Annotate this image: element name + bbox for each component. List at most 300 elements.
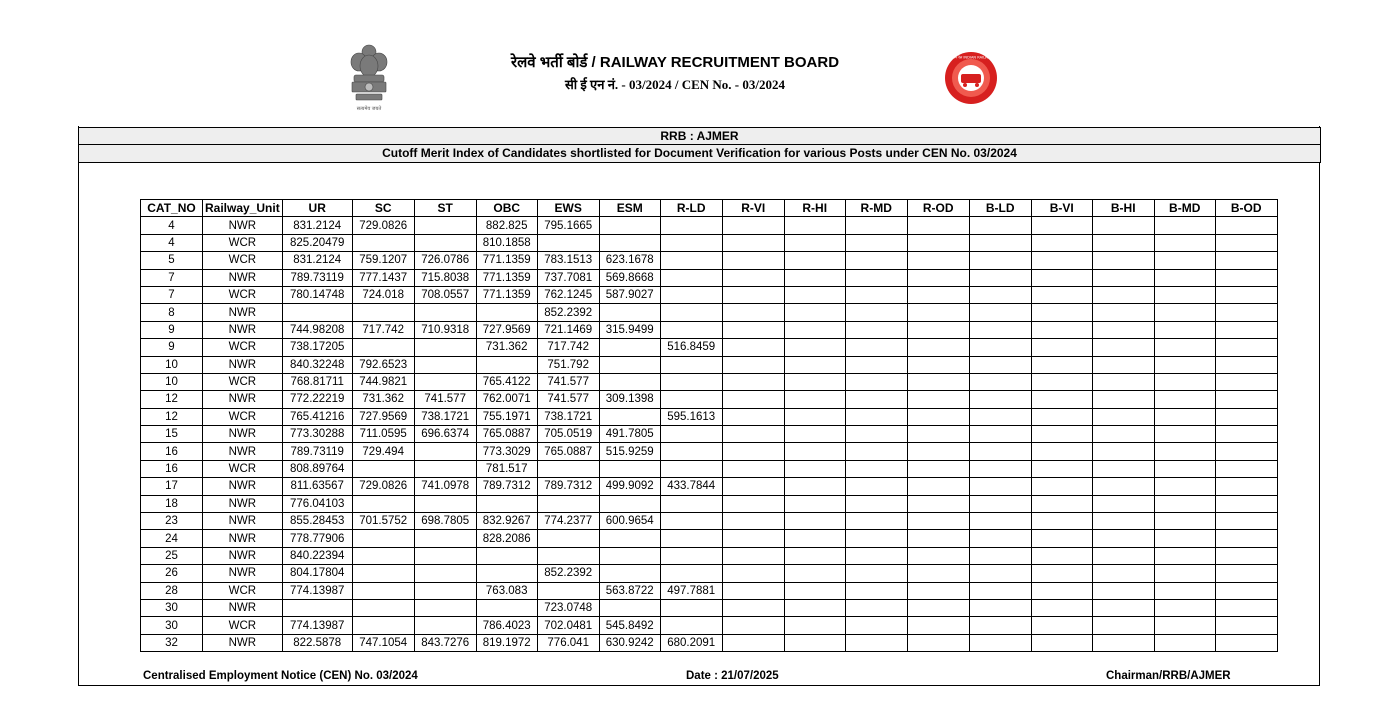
table-cell: 738.1721	[414, 408, 476, 425]
table-cell: 741.0978	[414, 478, 476, 495]
table-cell: 600.9654	[599, 513, 660, 530]
table-row	[141, 495, 1278, 512]
table-cell	[1154, 460, 1215, 477]
table-cell	[660, 530, 722, 547]
table-cell	[907, 617, 969, 634]
table-cell	[660, 321, 722, 338]
header-title-block	[470, 53, 880, 95]
column-header-b-vi: B-VI	[1031, 200, 1092, 217]
table-cell	[1154, 478, 1215, 495]
column-header-r-od: R-OD	[907, 200, 969, 217]
logo-text: भारतीय रेल INDIAN RAILWAYS	[947, 55, 995, 60]
table-cell: 772.22219	[282, 391, 352, 408]
table-cell	[845, 495, 907, 512]
table-cell	[722, 304, 784, 321]
table-cell: 781.517	[476, 460, 537, 477]
table-cell	[599, 495, 660, 512]
footer-date: Date : 21/07/2025	[686, 670, 779, 682]
table-cell: 723.0748	[537, 599, 599, 616]
table-cell: 16	[141, 460, 203, 477]
table-cell: 737.7081	[537, 269, 599, 286]
table-cell: 774.13987	[282, 617, 352, 634]
table-cell	[907, 495, 969, 512]
table-cell: WCR	[203, 408, 283, 425]
table-cell	[845, 373, 907, 390]
table-cell	[969, 234, 1031, 251]
table-row	[141, 617, 1278, 634]
table-cell: NWR	[203, 565, 283, 582]
board-title: रेलवे भर्ती बोर्ड / RAILWAY RECRUITMENT BOARD	[510, 54, 840, 71]
table-row	[141, 373, 1278, 390]
table-cell	[722, 217, 784, 234]
table-cell	[414, 339, 476, 356]
table-row	[141, 217, 1278, 234]
table-cell: 852.2392	[537, 565, 599, 582]
table-cell	[660, 426, 722, 443]
table-cell: 771.1359	[476, 286, 537, 303]
table-cell	[722, 443, 784, 460]
table-cell	[784, 495, 845, 512]
table-cell	[969, 443, 1031, 460]
table-cell	[1031, 426, 1092, 443]
table-cell	[1092, 304, 1154, 321]
table-cell	[352, 617, 414, 634]
table-cell	[1031, 443, 1092, 460]
table-cell: 9	[141, 339, 203, 356]
table-cell	[1154, 530, 1215, 547]
table-cell	[1092, 391, 1154, 408]
table-cell: 705.0519	[537, 426, 599, 443]
table-cell: 773.30288	[282, 426, 352, 443]
table-cell	[907, 460, 969, 477]
table-cell: 765.41216	[282, 408, 352, 425]
table-cell: 8	[141, 304, 203, 321]
table-cell	[907, 391, 969, 408]
table-cell	[722, 460, 784, 477]
table-cell: 776.041	[537, 634, 599, 651]
table-cell	[1031, 217, 1092, 234]
table-row	[141, 582, 1278, 599]
table-cell	[414, 443, 476, 460]
table-cell: 711.0595	[352, 426, 414, 443]
table-cell	[784, 391, 845, 408]
table-cell	[1215, 252, 1277, 269]
table-cell: 840.22394	[282, 547, 352, 564]
table-cell	[1031, 530, 1092, 547]
table-row	[141, 339, 1278, 356]
table-cell	[969, 304, 1031, 321]
table-cell	[969, 547, 1031, 564]
table-cell	[352, 565, 414, 582]
table-row	[141, 356, 1278, 373]
table-cell: 15	[141, 426, 203, 443]
table-cell	[1092, 547, 1154, 564]
table-cell	[599, 547, 660, 564]
table-cell	[907, 356, 969, 373]
table-cell: WCR	[203, 234, 283, 251]
table-cell	[660, 495, 722, 512]
table-cell	[537, 495, 599, 512]
table-cell	[1154, 599, 1215, 616]
table-cell	[722, 356, 784, 373]
table-cell	[907, 426, 969, 443]
table-cell: 831.2124	[282, 217, 352, 234]
table-cell	[352, 304, 414, 321]
table-cell: 729.0826	[352, 217, 414, 234]
table-cell: 497.7881	[660, 582, 722, 599]
table-cell	[969, 634, 1031, 651]
table-cell	[1031, 599, 1092, 616]
table-cell: 32	[141, 634, 203, 651]
column-header-r-vi: R-VI	[722, 200, 784, 217]
table-cell	[1215, 478, 1277, 495]
table-cell	[784, 547, 845, 564]
table-cell	[1031, 269, 1092, 286]
table-cell	[907, 217, 969, 234]
table-cell	[1154, 547, 1215, 564]
table-cell: NWR	[203, 391, 283, 408]
emblem-caption: सत्यमेव जयते	[356, 106, 382, 112]
table-cell: 545.8492	[599, 617, 660, 634]
table-cell	[722, 582, 784, 599]
table-cell	[352, 234, 414, 251]
table-cell	[1215, 408, 1277, 425]
table-cell	[414, 304, 476, 321]
table-cell	[352, 339, 414, 356]
table-cell: 25	[141, 547, 203, 564]
table-cell: 17	[141, 478, 203, 495]
table-cell	[969, 478, 1031, 495]
table-cell: 717.742	[352, 321, 414, 338]
table-cell	[784, 234, 845, 251]
table-cell	[414, 373, 476, 390]
table-cell: 789.7312	[537, 478, 599, 495]
table-cell	[845, 617, 907, 634]
table-cell	[722, 599, 784, 616]
table-cell	[1031, 304, 1092, 321]
table-cell: 680.2091	[660, 634, 722, 651]
table-cell	[845, 599, 907, 616]
table-cell	[907, 478, 969, 495]
table-cell: 23	[141, 513, 203, 530]
table-cell: 795.1665	[537, 217, 599, 234]
table-cell	[660, 269, 722, 286]
table-cell	[722, 426, 784, 443]
table-cell	[1215, 391, 1277, 408]
table-cell	[907, 252, 969, 269]
table-row	[141, 460, 1278, 477]
column-header-obc: OBC	[476, 200, 537, 217]
table-cell	[1215, 513, 1277, 530]
indian-railways-logo-icon	[941, 50, 1001, 106]
table-cell	[1092, 617, 1154, 634]
table-cell: 18	[141, 495, 203, 512]
table-cell	[907, 565, 969, 582]
table-cell: 710.9318	[414, 321, 476, 338]
table-cell: NWR	[203, 599, 283, 616]
table-cell: 778.77906	[282, 530, 352, 547]
table-cell	[969, 565, 1031, 582]
table-cell	[414, 217, 476, 234]
table-cell: 12	[141, 408, 203, 425]
table-cell: 783.1513	[537, 252, 599, 269]
table-cell	[1154, 286, 1215, 303]
table-cell: 741.577	[414, 391, 476, 408]
table-cell: 16	[141, 443, 203, 460]
table-cell	[599, 356, 660, 373]
table-cell: WCR	[203, 339, 283, 356]
table-cell	[1031, 286, 1092, 303]
table-cell: 5	[141, 252, 203, 269]
table-cell	[722, 634, 784, 651]
table-cell	[722, 565, 784, 582]
table-cell	[660, 252, 722, 269]
table-cell	[537, 234, 599, 251]
table-cell	[907, 530, 969, 547]
table-cell: 808.89764	[282, 460, 352, 477]
table-cell	[722, 373, 784, 390]
table-body	[141, 217, 1278, 652]
table-cell	[722, 513, 784, 530]
table-cell	[722, 530, 784, 547]
table-cell	[414, 547, 476, 564]
table-cell: 715.8038	[414, 269, 476, 286]
table-cell: 744.98208	[282, 321, 352, 338]
table-cell	[845, 478, 907, 495]
table-cell	[537, 547, 599, 564]
table-cell	[414, 565, 476, 582]
column-header-r-hi: R-HI	[784, 200, 845, 217]
table-cell: 26	[141, 565, 203, 582]
table-cell	[414, 495, 476, 512]
table-cell: 780.14748	[282, 286, 352, 303]
table-cell	[907, 513, 969, 530]
table-cell: 9	[141, 321, 203, 338]
column-header-b-ld: B-LD	[969, 200, 1031, 217]
table-cell: 10	[141, 356, 203, 373]
table-cell	[537, 460, 599, 477]
table-cell	[660, 617, 722, 634]
table-cell	[907, 321, 969, 338]
table-cell	[845, 426, 907, 443]
table-cell	[660, 443, 722, 460]
table-cell	[969, 599, 1031, 616]
table-cell: 831.2124	[282, 252, 352, 269]
table-cell	[784, 443, 845, 460]
table-cell: 4	[141, 217, 203, 234]
table-cell	[1031, 339, 1092, 356]
table-cell	[1092, 443, 1154, 460]
table-cell	[1092, 286, 1154, 303]
table-cell	[1215, 617, 1277, 634]
table-cell	[845, 460, 907, 477]
table-cell: 499.9092	[599, 478, 660, 495]
table-row	[141, 565, 1278, 582]
table-cell	[1154, 634, 1215, 651]
table-cell: WCR	[203, 582, 283, 599]
table-cell: 569.8668	[599, 269, 660, 286]
table-cell: 763.083	[476, 582, 537, 599]
table-cell: 696.6374	[414, 426, 476, 443]
table-cell	[1031, 321, 1092, 338]
table-cell	[845, 339, 907, 356]
table-cell: 726.0786	[414, 252, 476, 269]
table-row	[141, 530, 1278, 547]
table-cell: 738.1721	[537, 408, 599, 425]
table-cell	[784, 426, 845, 443]
table-cell	[414, 599, 476, 616]
table-cell	[907, 443, 969, 460]
column-header-esm: ESM	[599, 200, 660, 217]
table-cell	[414, 530, 476, 547]
table-row	[141, 443, 1278, 460]
table-cell: 744.9821	[352, 373, 414, 390]
table-cell: NWR	[203, 443, 283, 460]
table-cell: NWR	[203, 478, 283, 495]
table-cell	[1215, 304, 1277, 321]
table-cell	[845, 582, 907, 599]
table-cell: NWR	[203, 356, 283, 373]
table-cell: 840.32248	[282, 356, 352, 373]
table-cell	[784, 269, 845, 286]
table-cell	[1031, 513, 1092, 530]
column-header-st: ST	[414, 200, 476, 217]
table-row	[141, 634, 1278, 651]
table-cell	[660, 373, 722, 390]
table-cell	[784, 565, 845, 582]
table-cell: 804.17804	[282, 565, 352, 582]
table-cell	[1215, 530, 1277, 547]
table-cell	[907, 339, 969, 356]
table-cell	[1215, 269, 1277, 286]
table-cell	[722, 339, 784, 356]
table-cell	[969, 408, 1031, 425]
table-cell	[845, 530, 907, 547]
table-cell	[845, 217, 907, 234]
table-cell	[784, 460, 845, 477]
table-cell: 762.1245	[537, 286, 599, 303]
table-cell	[599, 217, 660, 234]
table-cell: 751.792	[537, 356, 599, 373]
table-cell	[1031, 373, 1092, 390]
table-row	[141, 547, 1278, 564]
table-cell	[1031, 634, 1092, 651]
table-cell	[1092, 426, 1154, 443]
table-cell: NWR	[203, 321, 283, 338]
table-cell: 741.577	[537, 391, 599, 408]
table-cell: 595.1613	[660, 408, 722, 425]
table-cell	[722, 234, 784, 251]
table-row	[141, 286, 1278, 303]
table-cell	[1092, 495, 1154, 512]
table-cell	[722, 252, 784, 269]
table-cell	[784, 252, 845, 269]
table-cell	[722, 478, 784, 495]
table-cell	[599, 339, 660, 356]
column-header-railway-unit: Railway_Unit	[203, 200, 283, 217]
table-cell	[907, 408, 969, 425]
table-row	[141, 408, 1278, 425]
table-cell: 852.2392	[537, 304, 599, 321]
table-cell	[1031, 495, 1092, 512]
table-cell	[1154, 339, 1215, 356]
table-cell: 729.494	[352, 443, 414, 460]
column-header-r-md: R-MD	[845, 200, 907, 217]
table-cell: 789.73119	[282, 269, 352, 286]
table-cell: 777.1437	[352, 269, 414, 286]
table-cell	[722, 547, 784, 564]
table-cell: 24	[141, 530, 203, 547]
table-cell	[1154, 304, 1215, 321]
table-cell: 755.1971	[476, 408, 537, 425]
table-cell: 4	[141, 234, 203, 251]
table-cell	[1031, 617, 1092, 634]
table-cell	[537, 582, 599, 599]
table-cell	[907, 269, 969, 286]
table-cell	[969, 513, 1031, 530]
table-cell	[1154, 217, 1215, 234]
table-cell: 10	[141, 373, 203, 390]
table-cell: 717.742	[537, 339, 599, 356]
table-cell: 765.0887	[476, 426, 537, 443]
table-cell	[1154, 391, 1215, 408]
table-cell: 12	[141, 391, 203, 408]
table-row	[141, 599, 1278, 616]
table-cell	[1092, 321, 1154, 338]
table-cell: WCR	[203, 617, 283, 634]
table-cell	[1215, 234, 1277, 251]
table-cell	[599, 565, 660, 582]
table-cell: 7	[141, 269, 203, 286]
table-row	[141, 391, 1278, 408]
table-cell	[1154, 565, 1215, 582]
table-cell	[1215, 217, 1277, 234]
table-cell: 811.63567	[282, 478, 352, 495]
table-cell: 741.577	[537, 373, 599, 390]
table-cell: 771.1359	[476, 252, 537, 269]
table-cell	[1215, 582, 1277, 599]
table-cell: 810.1858	[476, 234, 537, 251]
table-cell	[1215, 495, 1277, 512]
table-cell	[282, 304, 352, 321]
table-cell: 768.81711	[282, 373, 352, 390]
table-cell	[784, 408, 845, 425]
table-cell: 774.13987	[282, 582, 352, 599]
table-cell	[1092, 356, 1154, 373]
table-row	[141, 321, 1278, 338]
table-cell	[476, 495, 537, 512]
table-cell: NWR	[203, 547, 283, 564]
table-cell	[722, 321, 784, 338]
table-cell	[907, 373, 969, 390]
cutoff-table	[140, 199, 1278, 652]
table-cell	[1154, 495, 1215, 512]
table-cell	[414, 356, 476, 373]
table-cell	[907, 547, 969, 564]
table-cell	[660, 513, 722, 530]
table-cell: NWR	[203, 495, 283, 512]
table-cell	[599, 408, 660, 425]
table-cell	[845, 547, 907, 564]
table-cell	[784, 582, 845, 599]
table-cell	[1154, 426, 1215, 443]
column-header-b-od: B-OD	[1215, 200, 1277, 217]
table-cell	[599, 460, 660, 477]
table-cell	[660, 356, 722, 373]
table-cell: NWR	[203, 513, 283, 530]
column-header-b-md: B-MD	[1154, 200, 1215, 217]
table-cell: 721.1469	[537, 321, 599, 338]
